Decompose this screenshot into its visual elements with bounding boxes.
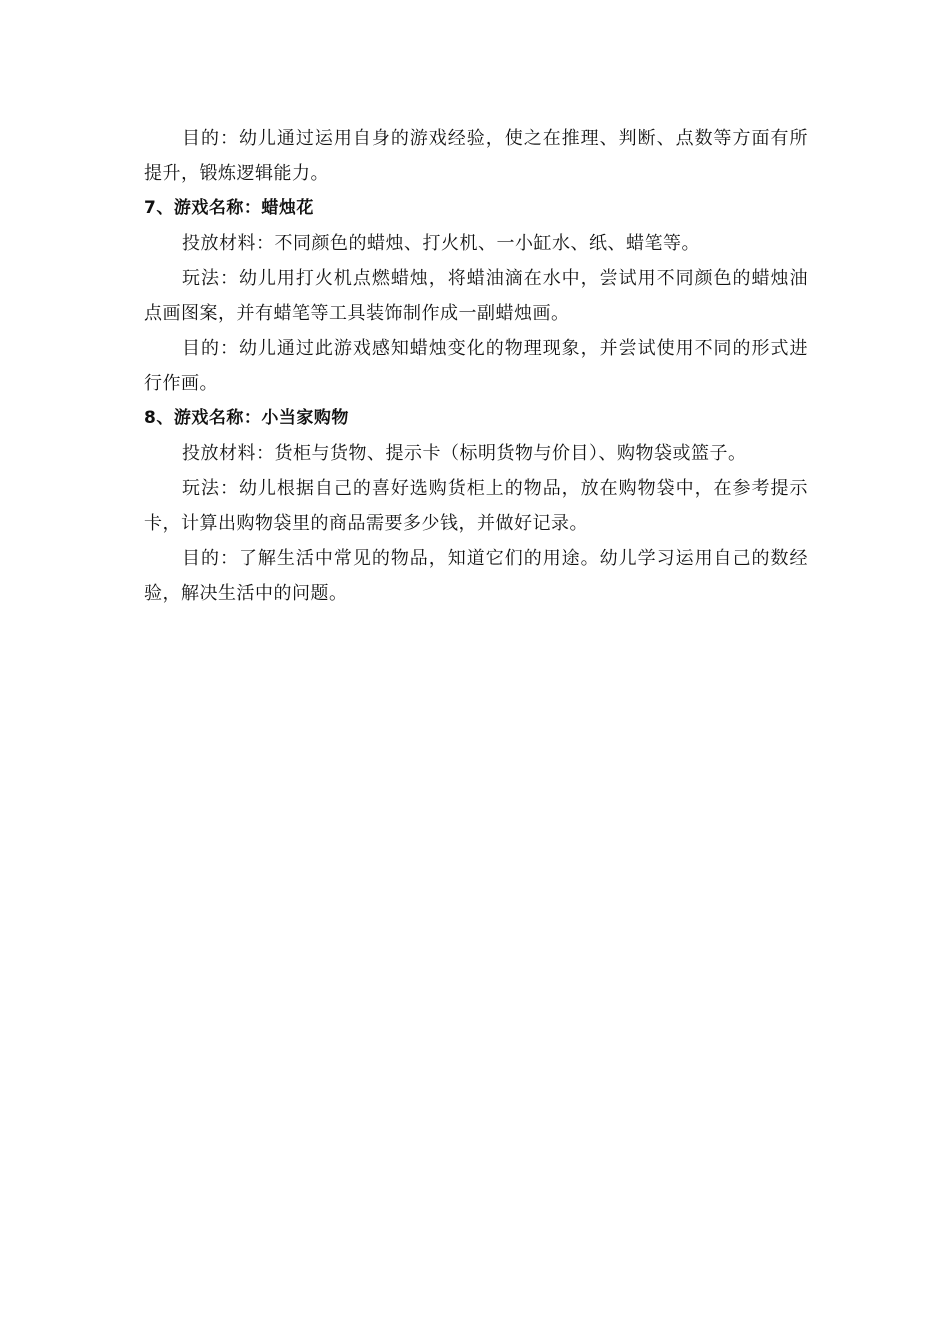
materials-paragraph: 投放材料：不同颜色的蜡烛、打火机、一小缸水、纸、蜡笔等。 — [182, 233, 700, 254]
purpose-paragraph: 目的：幼儿通过运用自身的游戏经验，使之在推理、判断、点数等方面有所提升，锻炼逻辑能力。 — [144, 128, 808, 184]
gameplay-paragraph: 玩法：幼儿用打火机点燃蜡烛，将蜡油滴在水中，尝试用不同颜色的蜡烛油点画图案，并有蜡笔等工具装饰制作成一副蜡烛画。 — [144, 268, 808, 324]
purpose-paragraph: 目的：了解生活中常见的物品，知道它们的用途。幼儿学习运用自己的数经验，解决生活中的问题。 — [144, 548, 808, 604]
purpose-paragraph: 目的：幼儿通过此游戏感知蜡烛变化的物理现象，并尝试使用不同的形式进行作画。 — [144, 338, 808, 394]
section-heading-game-8: 8、游戏名称：小当家购物 — [144, 408, 349, 428]
gameplay-paragraph: 玩法：幼儿根据自己的喜好选购货柜上的物品，放在购物袋中，在参考提示卡，计算出购物袋里的商品需要多少钱，并做好记录。 — [144, 478, 808, 534]
document-body — [144, 121, 808, 611]
section-heading-game-7: 7、游戏名称：蜡烛花 — [144, 198, 314, 218]
materials-paragraph: 投放材料：货柜与货物、提示卡（标明货物与价目）、购物袋或篮子。 — [182, 443, 747, 464]
